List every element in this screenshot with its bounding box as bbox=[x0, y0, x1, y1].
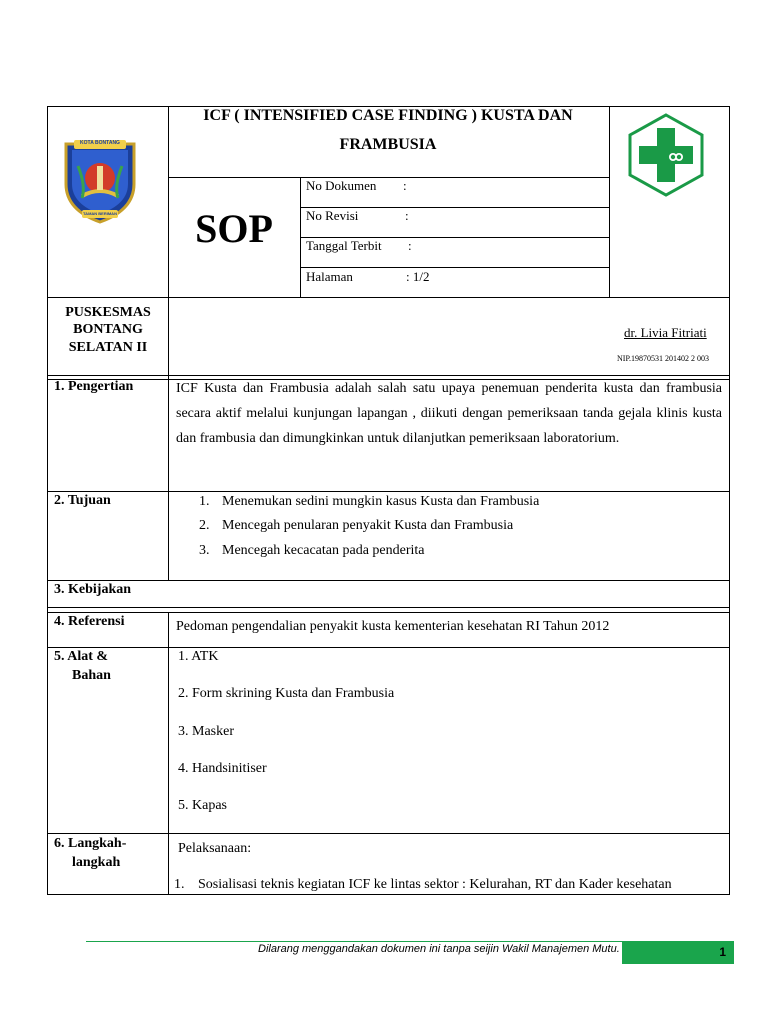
alat-label-line1: 5. Alat & bbox=[54, 649, 109, 664]
logo-bottom-text: TAMAN BERIMAN bbox=[83, 211, 117, 216]
tujuan-item-num: 3. bbox=[199, 543, 210, 558]
page-number-box bbox=[622, 942, 734, 964]
org-name-line3: SELATAN II bbox=[68, 340, 148, 355]
tujuan-item: Mencegah penularan penyakit Kusta dan Frambusia bbox=[222, 518, 514, 533]
tujuan-item-num: 2. bbox=[199, 518, 210, 533]
meta-no-dokumen-value: : bbox=[403, 178, 407, 193]
langkah-label-line1: 6. Langkah- bbox=[54, 836, 127, 851]
document-title-line2: FRAMBUSIA bbox=[339, 136, 437, 153]
alat-item: 5. Kapas bbox=[178, 798, 227, 813]
alat-item: 4. Handsinitiser bbox=[178, 761, 267, 776]
logo-top-text: KOTA BONTANG bbox=[80, 140, 120, 146]
page-number: 1 bbox=[719, 945, 726, 959]
org-name-line2: BONTANG bbox=[73, 322, 143, 337]
alat-item: 2. Form skrining Kusta dan Frambusia bbox=[178, 686, 395, 701]
kota-bontang-logo bbox=[60, 136, 140, 224]
alat-item: 1. ATK bbox=[178, 649, 219, 664]
meta-no-revisi-value: : bbox=[405, 208, 409, 223]
sop-label: SOP bbox=[195, 206, 273, 251]
alat-label-line2: Bahan bbox=[72, 668, 111, 683]
tujuan-item: Mencegah kecacatan pada penderita bbox=[222, 543, 425, 558]
pengertian-text: ICF Kusta dan Frambusia adalah salah satu upaya penemuan penderita kusta dan frambusia secara aktif melalui kunjungan lapangan , diikuti dengan pemeriksaan tanda gejala klinis kusta dan frambusia dan dimungkinkan untuk dilanjutkan pemeriksaan laboratorium. bbox=[176, 381, 722, 446]
tujuan-item-num: 1. bbox=[199, 494, 210, 509]
meta-halaman-label: Halaman bbox=[306, 269, 353, 284]
kebijakan-label: 3. Kebijakan bbox=[54, 582, 132, 597]
meta-tanggal-terbit-value: : bbox=[408, 238, 412, 253]
document-title-line1: ICF ( INTENSIFIED CASE FINDING ) KUSTA DAN bbox=[203, 107, 573, 124]
signer-nip: NIP.19870531 201402 2 003 bbox=[617, 354, 710, 363]
langkah-label-line2: langkah bbox=[72, 855, 121, 870]
puskesmas-logo bbox=[626, 113, 706, 197]
meta-halaman-value: : 1/2 bbox=[406, 269, 430, 284]
referensi-text: Pedoman pengendalian penyakit kusta kementerian kesehatan RI Tahun 2012 bbox=[176, 619, 610, 634]
meta-no-dokumen-label: No Dokumen bbox=[306, 178, 377, 193]
signer-name: dr. Livia Fitriati bbox=[624, 325, 707, 340]
pengertian-label: 1. Pengertian bbox=[54, 379, 134, 394]
footer-notice: Dilarang menggandakan dokumen ini tanpa seijin Wakil Manajemen Mutu. bbox=[258, 943, 620, 955]
tujuan-label: 2. Tujuan bbox=[54, 493, 111, 508]
alat-item: 3. Masker bbox=[178, 724, 234, 739]
meta-tanggal-terbit-label: Tanggal Terbit bbox=[306, 238, 382, 253]
meta-no-revisi-label: No Revisi bbox=[306, 208, 359, 223]
org-name-line1: PUSKESMAS bbox=[65, 305, 151, 320]
langkah-intro: Pelaksanaan: bbox=[178, 841, 252, 856]
langkah-item: Sosialisasi teknis kegiatan ICF ke lintas sektor : Kelurahan, RT dan Kader kesehatan bbox=[198, 877, 672, 892]
langkah-item-num: 1. bbox=[174, 877, 185, 892]
tujuan-item: Menemukan sedini mungkin kasus Kusta dan Frambusia bbox=[222, 494, 540, 509]
referensi-label: 4. Referensi bbox=[54, 614, 125, 629]
